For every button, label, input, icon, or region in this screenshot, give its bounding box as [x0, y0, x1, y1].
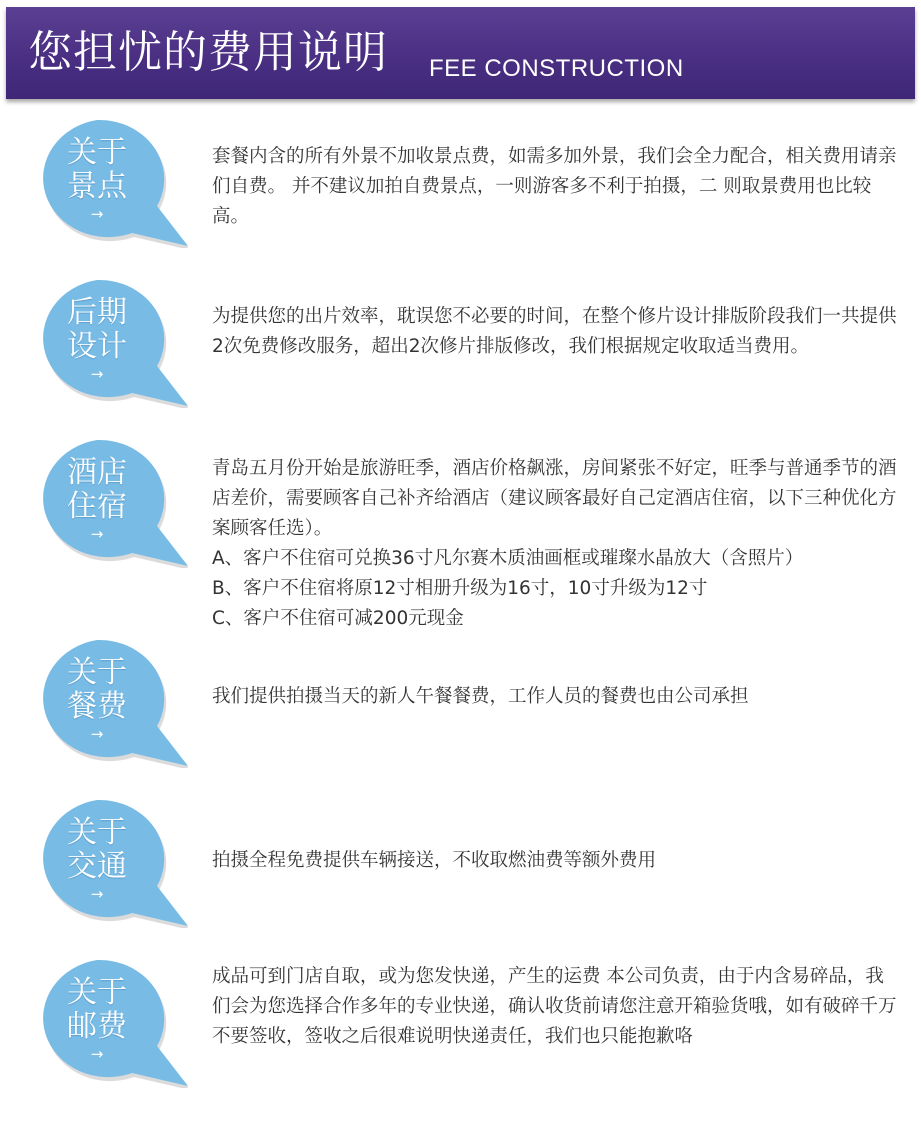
arrow-right-icon: → — [90, 205, 104, 223]
badge-meals — [28, 638, 190, 768]
badge-post-design — [28, 278, 190, 408]
description-paragraph: 拍摄全程免费提供车辆接送，不收取燃油费等额外费用 — [212, 850, 657, 871]
arrow-right-icon: → — [90, 525, 104, 543]
arrow-right-icon: → — [90, 1045, 104, 1063]
badge-label — [38, 296, 156, 364]
badge-label-line1: 关于 — [67, 975, 127, 1010]
description-paragraph: 青岛五月份开始是旅游旺季，酒店价格飙涨，房间紧张不好定，旺季与普通季节的酒店差价，需要顾客自己补齐给酒店（建议顾客最好自己定酒店住宿，以下三种优化方案顾客任选）。 — [212, 458, 897, 539]
badge-label — [38, 816, 156, 884]
section-description — [212, 454, 902, 634]
option-b: B、客户不住宿将原12寸相册升级为16寸，10寸升级为12寸 — [212, 578, 708, 599]
description-paragraph: 为提供您的出片效率，耽误您不必要的时间，在整个修片设计排版阶段我们一共提供2次免费修改服务，超出2次修片排版修改，我们根据规定收取适当费用。 — [212, 306, 897, 357]
badge-label-line2: 邮费 — [67, 1009, 127, 1044]
badge-label-line2: 餐费 — [67, 689, 127, 724]
badge-shipping — [28, 958, 190, 1088]
page-subtitle: FEE CONSTRUCTION — [429, 55, 684, 82]
badge-label — [38, 656, 156, 724]
badge-transport — [28, 798, 190, 928]
page-title: 您担忧的费用说明 — [28, 27, 388, 78]
badge-label-line2: 住宿 — [67, 489, 127, 524]
description-paragraph: 我们提供拍摄当天的新人午餐餐费，工作人员的餐费也由公司承担 — [212, 686, 749, 707]
badge-label — [38, 136, 156, 204]
arrow-right-icon: → — [90, 365, 104, 383]
badge-hotel — [28, 438, 190, 568]
badge-label-line1: 关于 — [67, 655, 127, 690]
description-paragraph: 成品可到门店自取，或为您发快递，产生的运费 本公司负责，由于内含易碎品，我们会为您选择合作多年的专业快递，确认收货前请您注意开箱验货哦，如有破碎千万不要签收，签收之后很难说明快递责任，我们也只能抱歉咯 — [212, 966, 897, 1047]
badge-label — [38, 456, 156, 524]
description-paragraph: 套餐内含的所有外景不加收景点费，如需多加外景，我们会全力配合，相关费用请亲们自费。 并不建议加拍自费景点，一则游客多不利于拍摄，二 则取景费用也比较高。 — [212, 146, 897, 227]
section-description — [212, 302, 902, 362]
badge-label-line1: 关于 — [67, 815, 127, 850]
arrow-right-icon: → — [90, 885, 104, 903]
section-description — [212, 846, 902, 876]
section-description — [212, 682, 902, 712]
section-description — [212, 142, 902, 232]
header-banner — [6, 7, 915, 99]
badge-label-line2: 设计 — [67, 329, 127, 364]
badge-label-line1: 酒店 — [67, 455, 127, 490]
section-description — [212, 962, 902, 1052]
badge-label — [38, 976, 156, 1044]
badge-label-line2: 交通 — [67, 849, 127, 884]
badge-scenic-spots — [28, 118, 190, 248]
option-a: A、客户不住宿可兑换36寸凡尔赛木质油画框或璀璨水晶放大（含照片） — [212, 548, 804, 569]
arrow-right-icon: → — [90, 725, 104, 743]
option-c: C、客户不住宿可减200元现金 — [212, 608, 464, 629]
badge-label-line2: 景点 — [67, 169, 127, 204]
badge-label-line1: 关于 — [67, 135, 127, 170]
badge-label-line1: 后期 — [67, 295, 127, 330]
